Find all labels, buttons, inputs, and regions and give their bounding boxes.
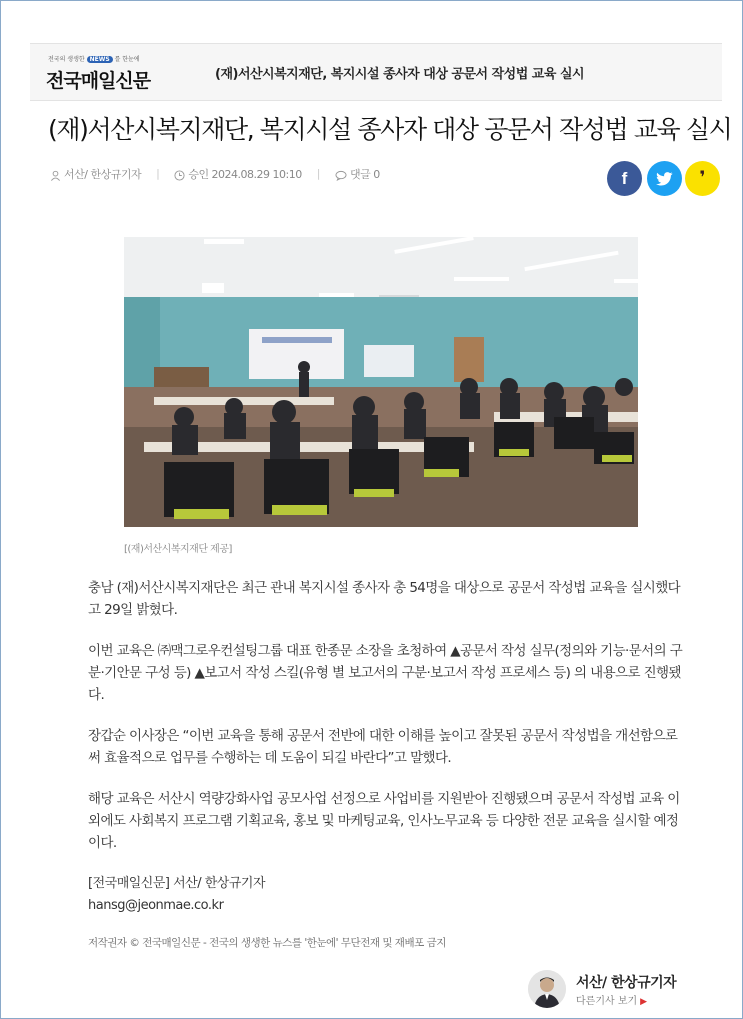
share-facebook-button[interactable]: f xyxy=(607,161,642,196)
byline-text: [전국매일신문] 서산/ 한상규기자 xyxy=(88,876,266,891)
clock-icon xyxy=(174,170,185,181)
meta-approved: 승인 2024.08.29 10:10 xyxy=(174,166,301,182)
article-paragraph: 장갑순 이사장은 “이번 교육을 통해 공문서 전반에 대한 이해를 높이고 잘못된 공문서 작성법을 개선함으로써 효율적으로 업무를 수행하는 데 도움이 되길 바란다”고 말했다. xyxy=(88,728,678,766)
meta-divider: | xyxy=(316,167,320,180)
reporter-card[interactable] xyxy=(528,966,728,1012)
article-paragraph: 해당 교육은 서산시 역량강화사업 공모사업 선정으로 사업비를 지원받아 진행됐으며 공문서 작성법 교육 이외에도 사회복지 프로그램 기획교육, 홍보 및 마케팅교육, 인사노무교육 등 다양한 전문 교육을 실시할 예정이다. xyxy=(88,791,680,851)
article-byline xyxy=(88,873,265,917)
more-articles-link[interactable]: 다른기사 보기 ▶ xyxy=(576,996,648,1007)
meta-author: 서산/ 한상규기자 xyxy=(50,166,141,182)
article-paragraph: 이번 교육은 ㈜맥그로우컨설팅그룹 대표 한종문 소장을 초청하여 ▲공문서 작성 실무(정의와 기능·문서의 구분·기안문 구성 등) ▲보고서 작성 스킬(유형 별 보고서의 구분·보고서 작성 프로세스 등) 의 내용으로 진행됐다. xyxy=(88,643,683,703)
header-article-title: (재)서산시복지재단, 복지시설 종사자 대상 공문서 작성법 교육 실시 xyxy=(215,67,585,82)
logo-name: 전국매일신문 xyxy=(46,70,151,92)
meta-comments[interactable]: 댓글 0 xyxy=(335,166,380,182)
reporter-email[interactable]: hansg@jeonmae.co.kr xyxy=(88,898,224,913)
reporter-avatar xyxy=(528,970,566,1008)
photo-caption: [(재)서산시복지재단 제공] xyxy=(124,544,232,555)
copyright-notice: 저작권자 © 전국매일신문 - 전국의 생생한 뉴스를 '한눈에' 무단전재 및 재배포 금지 xyxy=(88,937,446,949)
news-badge: NEWS xyxy=(87,56,113,63)
article-body xyxy=(88,577,688,873)
meta-divider: | xyxy=(156,167,160,180)
site-logo[interactable] xyxy=(46,54,166,94)
share-kakaostory-button[interactable]: ❜ xyxy=(685,161,720,196)
comment-icon xyxy=(335,170,347,181)
logo-tagline: 전국의 생생한 NEWS 를 한눈에 xyxy=(48,56,140,63)
arrow-right-icon: ▶ xyxy=(640,997,648,1007)
user-icon xyxy=(50,170,61,181)
article-headline: (재)서산시복지재단, 복지시설 종사자 대상 공문서 작성법 교육 실시 xyxy=(48,115,732,144)
article-photo xyxy=(124,237,638,527)
twitter-bird-icon xyxy=(656,172,673,186)
article-meta xyxy=(50,166,380,182)
reporter-name: 서산/ 한상규기자 xyxy=(576,975,677,991)
share-twitter-button[interactable] xyxy=(647,161,682,196)
article-paragraph: 충남 (재)서산시복지재단은 최근 관내 복지시설 종사자 총 54명을 대상으로 공문서 작성법 교육을 실시했다고 29일 밝혔다. xyxy=(88,580,681,618)
site-header-bar xyxy=(30,43,722,101)
